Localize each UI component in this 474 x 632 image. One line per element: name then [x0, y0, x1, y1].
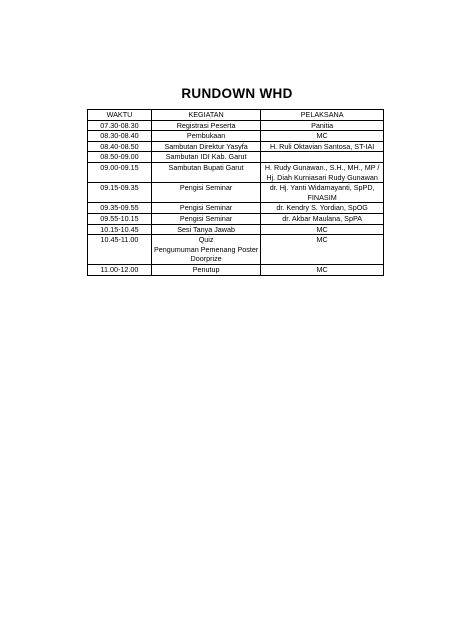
table-row [88, 162, 384, 182]
table-row [88, 203, 384, 214]
activity-text: Pengisi Seminar [179, 183, 233, 193]
activity-text: Pembukaan [186, 131, 226, 141]
time-cell: 09.35-09.55 [88, 203, 152, 214]
activity-cell [151, 203, 260, 214]
activity-cell [151, 152, 260, 163]
pic-text: dr. Hj. Yanti Widamayanti, SpPD, [269, 183, 375, 193]
pic-text: H. Ruli Oktavian Santosa, ST-IAI [269, 141, 375, 151]
pic-text: MC [316, 264, 328, 274]
activity-text: Registrasi Peserta [176, 120, 236, 130]
header-waktu: WAKTU [88, 110, 152, 121]
pic-text: dr. Kendry S. Yordian, SpOG [276, 203, 368, 213]
time-cell: 10.45-11.00 [88, 235, 152, 265]
activity-cell [151, 213, 260, 224]
table-row [88, 131, 384, 142]
activity-text: Sambutan IDI Kab. Garut [165, 152, 247, 162]
activity-cell [151, 120, 260, 131]
pic-cell [261, 141, 384, 152]
activity-text: Pengumuman Pemenang Poster [153, 244, 259, 254]
pic-text: FINASIM [307, 192, 337, 202]
time-cell: 09.55-10.15 [88, 213, 152, 224]
activity-cell [151, 141, 260, 152]
pic-cell [261, 152, 384, 163]
time-cell: 08.30-08.40 [88, 131, 152, 142]
pic-cell [261, 203, 384, 214]
header-kegiatan: KEGIATAN [151, 110, 260, 121]
pic-cell [261, 213, 384, 224]
activity-text: Pengisi Seminar [179, 203, 233, 213]
activity-text: Penutup [192, 264, 220, 274]
activity-cell [151, 131, 260, 142]
pic-cell [261, 131, 384, 142]
table-header-row [88, 110, 384, 121]
pic-cell [261, 183, 384, 203]
table-row [88, 213, 384, 224]
pic-text: MC [316, 224, 328, 234]
activity-text: Doorprize [190, 254, 222, 264]
pic-text [263, 152, 381, 162]
time-cell: 11.00-12.00 [88, 264, 152, 275]
pic-cell [261, 120, 384, 131]
pic-text: MC [316, 235, 328, 245]
rundown-table [87, 109, 384, 276]
time-cell: 08.40-08.50 [88, 141, 152, 152]
pic-cell [261, 224, 384, 235]
table-row [88, 141, 384, 152]
table-row [88, 235, 384, 265]
pic-text: Panitia [311, 120, 334, 130]
activity-text: Sesi Tanya Jawab [177, 224, 235, 234]
activity-text: Sambutan Bupati Garut [168, 162, 244, 172]
time-cell: 09.00-09.15 [88, 162, 152, 182]
header-pelaksana: PELAKSANA [261, 110, 384, 121]
pic-cell [261, 264, 384, 275]
pic-text: H. Rudy Gunawan., S.H., MH., MP / [264, 162, 380, 172]
table-row [88, 183, 384, 203]
activity-cell [151, 183, 260, 203]
time-cell: 10.15-10.45 [88, 224, 152, 235]
document-title: RUNDOWN WHD [181, 86, 293, 101]
pic-text: Hj. Diah Kurniasari Rudy Gunawan [266, 172, 378, 182]
pic-text: dr. Akbar Maulana, SpPA [282, 213, 363, 223]
table-row [88, 264, 384, 275]
activity-text: Pengisi Seminar [179, 213, 233, 223]
activity-text: Quiz [198, 235, 214, 245]
table-row [88, 224, 384, 235]
time-cell: 07.30-08.30 [88, 120, 152, 131]
activity-cell [151, 264, 260, 275]
time-cell: 09.15-09.35 [88, 183, 152, 203]
table-row [88, 120, 384, 131]
activity-text: Sambutan Direktur Yasyfa [164, 141, 248, 151]
activity-cell [151, 235, 260, 265]
time-cell: 08.50-09.00 [88, 152, 152, 163]
pic-text: MC [316, 131, 328, 141]
pic-cell [261, 235, 384, 265]
pic-cell [261, 162, 384, 182]
activity-cell [151, 224, 260, 235]
activity-cell [151, 162, 260, 182]
table-row [88, 152, 384, 163]
